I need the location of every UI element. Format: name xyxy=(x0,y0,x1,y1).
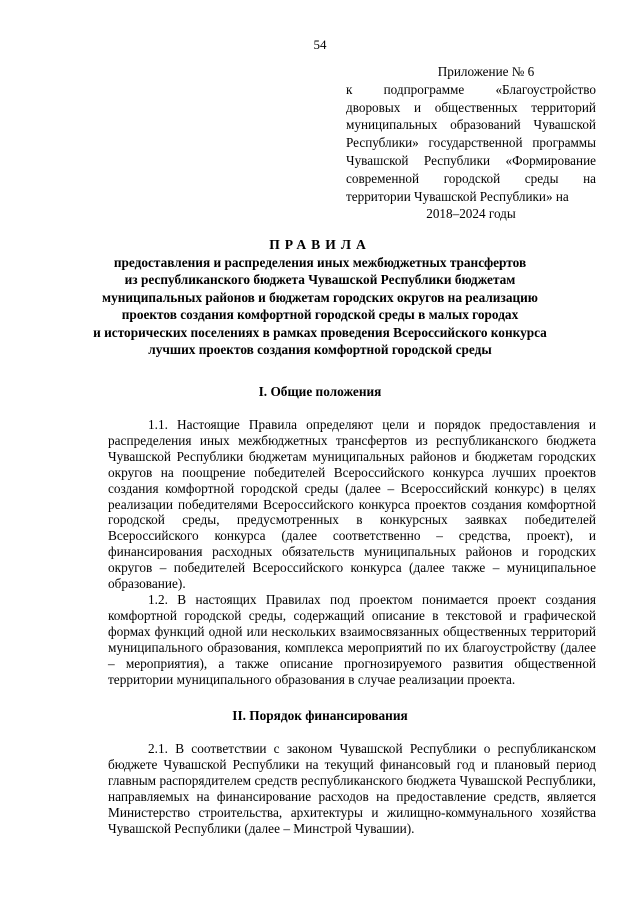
document-subtitle xyxy=(60,254,580,358)
subtitle-line: из республиканского бюджета Чувашской Республики бюджетам xyxy=(124,272,516,288)
appendix-block xyxy=(346,63,596,223)
paragraph: 2.1. В соответствии с законом Чувашской Республики о республиканском бюджете Чувашской Республики на текущий финансовый год и плановый период главным распорядителем средств республиканского бюджета Чувашской Республики, направляемых на финансирование расходов на предоставление средств, является Министерство строительства, архитектуры и жилищно-коммунального хозяйства Чувашской Республики (далее – Минстрой Чувашии). xyxy=(108,741,596,836)
section-financing-text xyxy=(108,741,596,836)
appendix-body: к подпрограмме «Благоустройство дворовых и общественных территорий муниципальных образований Чувашской Республики» государственной программы Чувашской Республики «Формирование современной городской среды на территории Чувашской Республики» на xyxy=(346,81,596,204)
subtitle-line: и исторических поселениях в рамках проведения Всероссийского конкурса xyxy=(93,324,547,340)
section-heading-financing: II. Порядок финансирования xyxy=(232,708,408,723)
subtitle-line: предоставления и распределения иных межбюджетных трансфертов xyxy=(113,255,527,270)
subtitle-line: проектов создания комфортной городской среды в малых городах xyxy=(121,307,519,323)
page-number: 54 xyxy=(313,37,327,52)
appendix-heading: Приложение № 6 xyxy=(437,64,535,79)
section-heading-general: I. Общие положения xyxy=(258,384,382,399)
paragraph: 1.1. Настоящие Правила определяют цели и порядок предоставления и распределения иных межбюджетных трансфертов из республиканского бюджета Чувашской Республики бюджетам муниципальных районов и бюджетам городских округов на поощрение победителей Всероссийского конкурса лучших проектов создания комфортной городской среды (далее – Всероссийский конкурс) в целях реализации победителями Всероссийского конкурса проектов создания комфортной городской среды, предусмотренных в конкурсных заявках победителей Всероссийского конкурса (далее соответственно – средства, проект), и финансирования расходных обязательств муниципальных районов и городских округов – победителей Всероссийского конкурса (далее также – муниципальное образование). xyxy=(108,417,596,592)
section-general-text xyxy=(108,417,596,687)
subtitle-line: лучших проектов создания комфортной городской среды xyxy=(148,342,492,358)
subtitle-line: муниципальных районов и бюджетам городских округов на реализацию xyxy=(102,289,538,305)
paragraph: 1.2. В настоящих Правилах под проектом понимается проект создания комфортной городской среды, содержащий описание в текстовой и графической формах функций одной или нескольких взаимосвязанных общественных территорий муниципального образования, комплекса мероприятий по их благоустройству (далее – мероприятия), а также описание прогнозируемого развития общественной территории муниципального образования в случае реализации проекта. xyxy=(108,591,596,687)
document-title: ПРАВИЛА xyxy=(269,237,371,252)
appendix-period: 2018–2024 годы xyxy=(426,206,516,222)
